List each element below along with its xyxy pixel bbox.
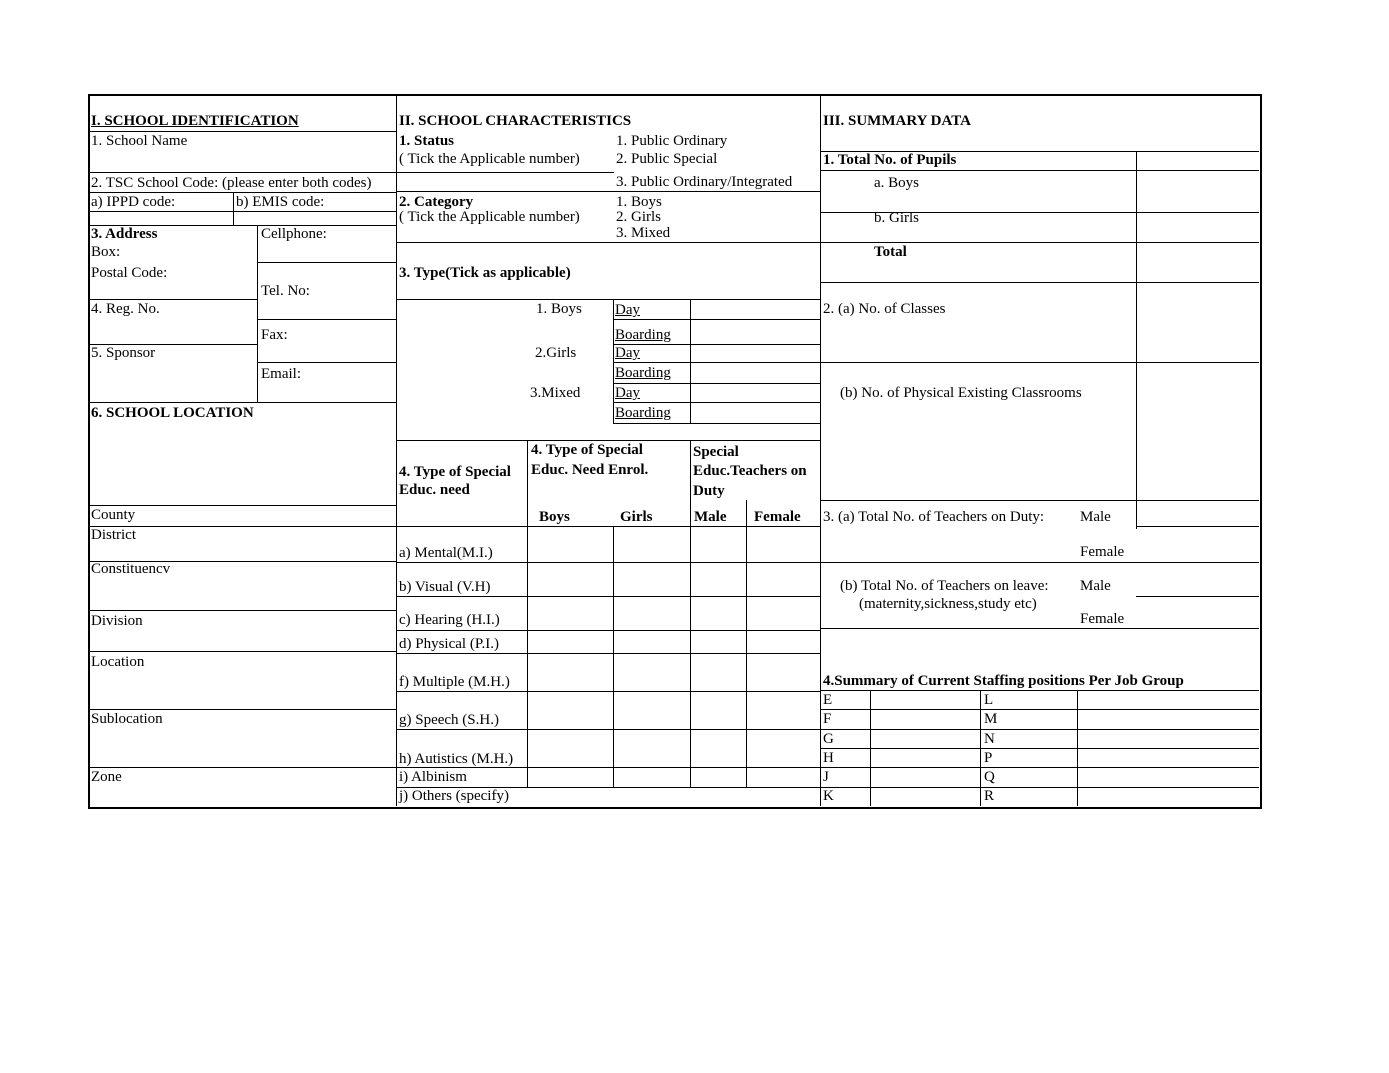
job-group-label: H	[823, 750, 834, 766]
constituency-label: Constituencv	[91, 561, 171, 577]
rule	[233, 192, 234, 225]
rule	[396, 562, 820, 563]
category-tick-note: ( Tick the Applicable number)	[399, 209, 580, 225]
rule	[396, 596, 820, 597]
rule	[396, 242, 820, 243]
ippd-code-label: a) IPPD code:	[91, 194, 176, 210]
sublocation-label: Sublocation	[91, 711, 163, 727]
reg-no-label: 4. Reg. No.	[91, 301, 160, 317]
type-boarding-option: Boarding	[615, 405, 671, 421]
rule	[396, 630, 820, 631]
job-group-label: K	[823, 788, 834, 804]
type-day-option: Day	[615, 345, 640, 361]
sen-enrol-header: Educ. Need Enrol.	[531, 462, 649, 478]
tsc-code-label: 2. TSC School Code: (please enter both codes)	[91, 175, 372, 191]
rule	[89, 402, 396, 403]
job-group-label: R	[984, 788, 995, 804]
sen-need-row: f) Multiple (M.H.)	[399, 674, 510, 690]
district-label: District	[91, 527, 136, 543]
rule	[396, 653, 820, 654]
rule	[820, 500, 1259, 501]
status-tick-note: ( Tick the Applicable number)	[399, 151, 580, 167]
tel-no-label: Tel. No:	[261, 283, 310, 299]
divider-col-2	[820, 94, 821, 806]
division-label: Division	[91, 613, 143, 629]
cellphone-label: Cellphone:	[261, 226, 327, 242]
rule	[613, 526, 614, 787]
sen-need-header: 4. Type of Special	[399, 464, 511, 480]
job-group-label: F	[823, 711, 832, 727]
teachers-duty-male-label: Male	[1080, 509, 1111, 525]
category-option: 1. Boys	[616, 194, 662, 210]
job-group-label: Q	[984, 769, 995, 785]
rule	[1136, 596, 1259, 597]
rule	[820, 170, 1259, 171]
sen-need-header: Educ. need	[399, 482, 470, 498]
section-2-title: II. SCHOOL CHARACTERISTICS	[399, 113, 632, 129]
rule	[527, 440, 528, 787]
rule	[396, 691, 820, 692]
rule	[396, 191, 820, 192]
sen-need-row: j) Others (specify)	[399, 788, 509, 804]
rule	[613, 344, 820, 345]
box-label: Box:	[91, 244, 121, 260]
sponsor-label: 5. Sponsor	[91, 345, 156, 361]
rule	[820, 729, 1259, 730]
rule	[820, 690, 1259, 691]
sen-need-row: d) Physical (P.I.)	[399, 636, 499, 652]
rule	[820, 787, 1259, 788]
rule	[613, 383, 820, 384]
address-label: 3. Address	[91, 226, 158, 242]
fax-label: Fax:	[261, 327, 288, 343]
category-option: 2. Girls	[616, 209, 661, 225]
rule	[257, 262, 396, 263]
rule	[89, 299, 257, 300]
sen-need-row: i) Albinism	[399, 769, 467, 785]
rule	[257, 319, 396, 320]
rule	[820, 562, 1259, 563]
rule	[820, 767, 1259, 768]
section-1-title: I. SCHOOL IDENTIFICATION	[91, 113, 299, 129]
rule	[613, 319, 820, 320]
sen-need-row: a) Mental(M.I.)	[399, 545, 493, 561]
classrooms-label: (b) No. of Physical Existing Classrooms	[840, 385, 1082, 401]
rule	[820, 362, 1259, 363]
county-label: County	[91, 507, 136, 523]
rule	[820, 242, 1259, 243]
email-label: Email:	[261, 366, 301, 382]
rule	[870, 690, 871, 806]
rule	[89, 211, 396, 212]
sen-girls-header: Girls	[620, 509, 653, 525]
type-boarding-option: Boarding	[615, 365, 671, 381]
job-group-label: J	[823, 769, 829, 785]
sen-need-row: c) Hearing (H.I.)	[399, 612, 500, 628]
sen-teachers-header: Special	[693, 444, 739, 460]
rule	[89, 131, 396, 132]
type-label: 3. Type(Tick as applicable)	[399, 265, 571, 281]
job-group-label: N	[984, 731, 995, 747]
rule	[746, 500, 747, 787]
job-group-label: E	[823, 692, 833, 708]
job-group-label: L	[984, 692, 994, 708]
staffing-summary-title: 4.Summary of Current Staffing positions Per Job Group	[823, 673, 1184, 689]
rule	[613, 402, 820, 403]
teachers-on-leave-label: (b) Total No. of Teachers on leave:	[840, 578, 1049, 594]
rule	[89, 172, 396, 173]
status-label: 1. Status	[399, 133, 455, 149]
status-option: 1. Public Ordinary	[616, 133, 728, 149]
rule	[1136, 526, 1259, 527]
type-girls-label: 2.Girls	[535, 345, 577, 361]
sen-male-header: Male	[694, 509, 727, 525]
rule	[396, 440, 820, 441]
rule	[820, 709, 1259, 710]
job-group-label: M	[984, 711, 998, 727]
rule	[820, 628, 1259, 629]
sen-need-row: g) Speech (S.H.)	[399, 712, 499, 728]
emis-code-label: b) EMIS code:	[236, 194, 325, 210]
category-label: 2. Category	[399, 194, 474, 210]
rule	[690, 299, 691, 423]
pupils-total-label: Total	[874, 244, 907, 260]
zone-label: Zone	[91, 769, 122, 785]
rule	[257, 362, 396, 363]
category-option: 3. Mixed	[616, 225, 671, 241]
type-day-option: Day	[615, 302, 640, 318]
total-pupils-label: 1. Total No. of Pupils	[823, 152, 957, 168]
rule	[89, 192, 396, 193]
rule	[1136, 151, 1137, 529]
rule	[396, 729, 820, 730]
sen-need-row: h) Autistics (M.H.)	[399, 751, 514, 767]
status-option: 2. Public Special	[616, 151, 718, 167]
teachers-duty-female-label: Female	[1080, 544, 1125, 560]
rule	[980, 690, 981, 806]
job-group-label: G	[823, 731, 834, 747]
divider-col-1	[396, 94, 397, 806]
sen-boys-header: Boys	[539, 509, 570, 525]
postal-code-label: Postal Code:	[91, 265, 168, 281]
rule	[820, 282, 1259, 283]
type-day-option: Day	[615, 385, 640, 401]
rule	[257, 225, 258, 403]
rule	[89, 505, 396, 506]
rule	[89, 767, 396, 768]
teachers-on-duty-label: 3. (a) Total No. of Teachers on Duty:	[823, 509, 1045, 525]
rule	[89, 709, 396, 710]
sen-enrol-header: 4. Type of Special	[531, 442, 643, 458]
rule	[690, 440, 691, 787]
school-location-title: 6. SCHOOL LOCATION	[91, 405, 254, 421]
rule	[613, 423, 820, 424]
pupils-girls-label: b. Girls	[874, 210, 919, 226]
pupils-boys-label: a. Boys	[874, 175, 919, 191]
no-of-classes-label: 2. (a) No. of Classes	[823, 301, 946, 317]
rule	[820, 748, 1259, 749]
teachers-leave-female-label: Female	[1080, 611, 1125, 627]
sen-teachers-header: Educ.Teachers on	[693, 463, 807, 479]
rule	[396, 172, 614, 173]
sen-need-row: b) Visual (V.H)	[399, 579, 491, 595]
rule	[396, 526, 820, 527]
rule	[89, 610, 396, 611]
location-label: Location	[91, 654, 145, 670]
rule	[396, 299, 820, 300]
job-group-label: P	[984, 750, 993, 766]
school-name-label: 1. School Name	[91, 133, 188, 149]
sen-female-header: Female	[754, 509, 801, 525]
rule	[1077, 690, 1078, 806]
rule	[89, 651, 396, 652]
rule	[613, 299, 614, 423]
status-option: 3. Public Ordinary/Integrated	[616, 174, 793, 190]
type-boarding-option: Boarding	[615, 327, 671, 343]
leave-note: (maternity,sickness,study etc)	[859, 596, 1037, 612]
teachers-leave-male-label: Male	[1080, 578, 1111, 594]
type-mixed-label: 3.Mixed	[530, 385, 581, 401]
section-3-title: III. SUMMARY DATA	[823, 113, 971, 129]
rule	[396, 767, 820, 768]
sen-teachers-header: Duty	[693, 483, 725, 499]
type-boys-label: 1. Boys	[536, 301, 582, 317]
rule	[613, 362, 820, 363]
